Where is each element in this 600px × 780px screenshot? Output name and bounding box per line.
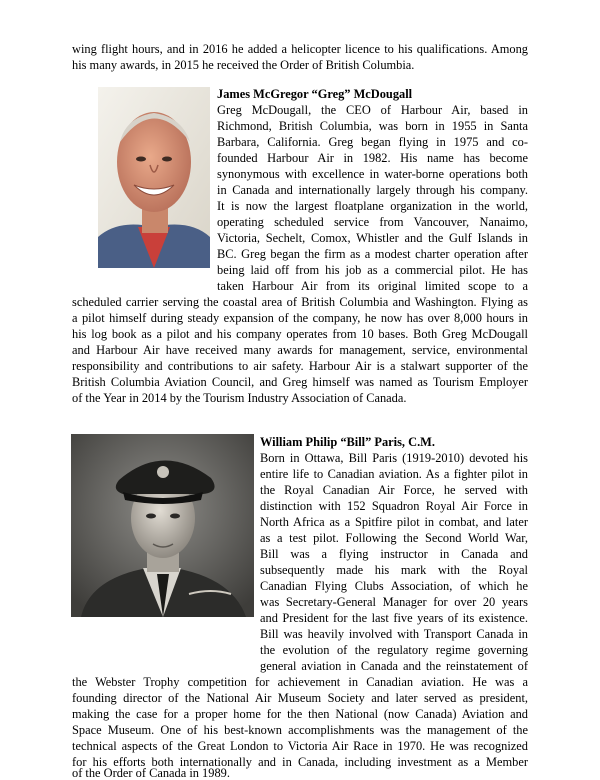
paris-line-15: the Webster Trophy competition for achievement in Canadian aviation. He was a xyxy=(72,675,528,689)
paris-line-1: Born in Ottawa, Bill Paris (1919-2010) devoted his xyxy=(260,451,528,465)
paris-line-2: entire life to Canadian aviation. As a fighter pilot in xyxy=(260,467,528,481)
paris-line-20: for his efforts both internationally and in Canada, including investment as a Member xyxy=(72,755,528,769)
paris-line-13: the evolution of the regulatory regime governing xyxy=(260,643,528,657)
paris-line-16: founding director of the National Air Museum Society and later served as president, xyxy=(72,691,528,705)
paris-line-19: technical aspects of the Great London to Victoria Air Race in 1970. He was recognized xyxy=(72,739,528,753)
mcdougall-line-1: Greg McDougall, the CEO of Harbour Air, based in xyxy=(217,103,528,117)
paris-line-4: distinction with 152 Squadron Royal Air Force in xyxy=(260,499,528,513)
mcdougall-portrait-photo xyxy=(98,87,210,268)
mcdougall-line-2: Richmond, British Columbia, was born in 1955 in Santa xyxy=(217,119,528,133)
mcdougall-line-12: taken Harbour Air from its original limited scope to a xyxy=(217,279,528,293)
mcdougall-line-8: operating scheduled service from Vancouver, Nanaimo, xyxy=(217,215,528,229)
paris-line-18: Space Museum. One of his best-known accomplishments was the management of the xyxy=(72,723,528,737)
paris-line-8: subsequently made his mark with the Royal xyxy=(260,563,528,577)
mcdougall-line-16: and Harbour Air have received many awards for management, service, environmental xyxy=(72,343,528,357)
paris-line-7: Bill was a flying instructor in Canada and xyxy=(260,547,528,561)
paris-line-11: and President for the last five years of its existence. xyxy=(260,611,528,625)
mcdougall-line-18: British Columbia Aviation Council, and Greg himself was named as Tourism Employer xyxy=(72,375,528,389)
mcdougall-line-7: It is now the largest floatplane organization in the world, xyxy=(217,199,528,213)
paris-line-14: general aviation in Canada and the reinstatement of xyxy=(260,659,528,673)
paris-line-3: the Royal Canadian Air Force, he served with xyxy=(260,483,528,497)
mcdougall-line-5: synonymous with excellence in water-borne operations both xyxy=(217,167,528,181)
intro-line-1: wing flight hours, and in 2016 he added a helicopter licence to his qualifications. Among xyxy=(72,42,528,56)
mcdougall-line-13: scheduled carrier serving the coastal area of British Columbia and Washington. Flying as xyxy=(72,295,528,309)
mcdougall-line-9: Victoria, Sechelt, Comox, Whistler and the Gulf Islands in xyxy=(217,231,528,245)
paris-line-9: Canadian Flying Clubs Association, of which he xyxy=(260,579,528,593)
mcdougall-line-6: in Canada and internationally largely through his company. xyxy=(217,183,528,197)
paris-line-10: was Secretary-General Manager for over 20 years xyxy=(260,595,528,609)
paris-name-heading: William Philip “Bill” Paris, C.M. xyxy=(260,435,435,449)
mcdougall-name-heading: James McGregor “Greg” McDougall xyxy=(217,87,413,101)
mcdougall-line-10: BC. Greg began the firm as a modest charter operation after xyxy=(217,247,528,261)
mcdougall-line-14: a pilot himself during steady expansion of the company, he now has over 8,000 hours in xyxy=(72,311,528,325)
paris-portrait-photo xyxy=(71,434,254,617)
paris-line-12: Bill was heavily involved with Transport Canada in xyxy=(260,627,528,641)
paris-line-21: of the Order of Canada in 1989. xyxy=(72,766,230,780)
paris-line-17: making the case for a proper home for the then National (now Canada) Aviation and xyxy=(72,707,528,721)
mcdougall-line-19: of the Year in 2014 by the Tourism Industry Association of Canada. xyxy=(72,391,407,405)
mcdougall-line-17: responsibility and contributions to air safety. Harbour Air is a stalwart supporter of the xyxy=(72,359,528,373)
mcdougall-line-3: Barbara, California. Greg began flying in 1975 and co- xyxy=(217,135,528,149)
paris-line-5: North Africa as a Spitfire pilot in combat, and later xyxy=(260,515,528,529)
mcdougall-line-4: founded Harbour Air in 1982. His name has become xyxy=(217,151,528,165)
mcdougall-line-11: being laid off from his job as a commercial pilot. He has xyxy=(217,263,528,277)
mcdougall-line-15: his log book as a pilot and his company operates from 10 bases. Both Greg McDougall xyxy=(72,327,528,341)
paris-line-6: as a test pilot. Following the Second World War, xyxy=(260,531,528,545)
intro-line-2: his many awards, in 2015 he received the Order of British Columbia. xyxy=(72,58,415,72)
